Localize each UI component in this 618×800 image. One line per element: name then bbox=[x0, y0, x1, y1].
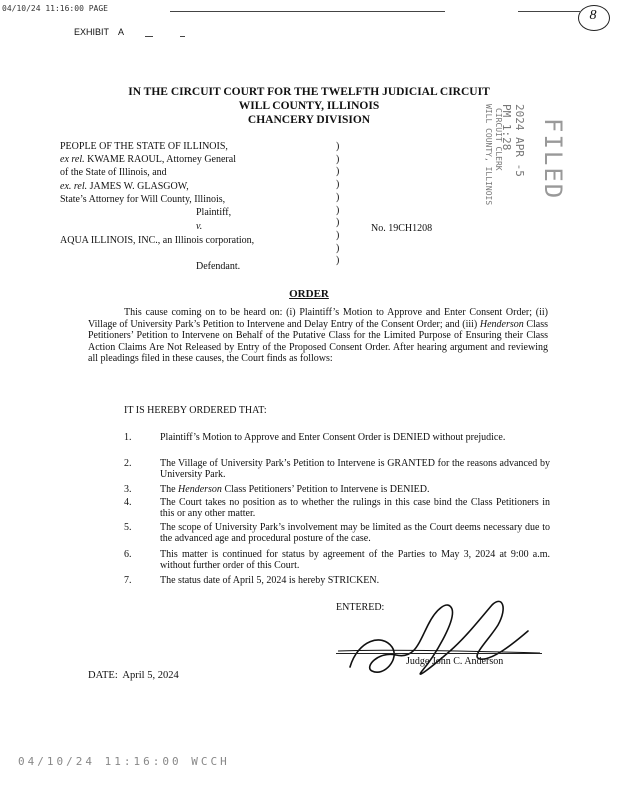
caption-plaintiff-line-3: of the State of Illinois, and bbox=[60, 167, 167, 178]
order-item-number: 3. bbox=[124, 484, 132, 495]
order-item-number: 4. bbox=[124, 497, 132, 508]
order-item-number: 5. bbox=[124, 522, 132, 533]
judge-name: Judge John C. Anderson bbox=[406, 656, 504, 667]
order-item-text: The status date of April 5, 2024 is hereby STRICKEN. bbox=[160, 575, 380, 586]
exhibit-letter: A bbox=[118, 27, 125, 37]
signature-line bbox=[336, 653, 542, 654]
order-item-text: The Henderson Class Petitioners’ Petition to Intervene is DENIED. bbox=[160, 484, 430, 495]
order-item-number: 7. bbox=[124, 575, 132, 586]
order-item-number: 6. bbox=[124, 549, 132, 560]
order-item-text: Plaintiff’s Motion to Approve and Enter Consent Order is DENIED without prejudice. bbox=[160, 432, 506, 443]
caption-plaintiff-role: Plaintiff, bbox=[196, 207, 232, 218]
fax-header: 04/10/24 11:16:00 PAGE bbox=[2, 4, 108, 13]
court-title-line1: IN THE CIRCUIT COURT FOR THE TWELFTH JUDICIAL CIRCUIT bbox=[128, 86, 490, 98]
order-item-number: 1. bbox=[124, 432, 132, 443]
caption-versus: v. bbox=[196, 221, 203, 232]
order-item-text: The Village of University Park’s Petition to Intervene is GRANTED for the reasons advanced by University Park. bbox=[160, 458, 550, 480]
caption-defendant-role: Defendant. bbox=[196, 261, 241, 272]
exhibit-rule bbox=[145, 36, 153, 37]
filed-stamp-filed: FILED bbox=[539, 118, 567, 201]
fax-footer: 04/10/24 11:16:00 WCCH bbox=[18, 755, 230, 768]
order-heading: ORDER bbox=[289, 288, 329, 300]
caption-plaintiff-line-4: ex. rel. JAMES W. GLASGOW, bbox=[60, 181, 189, 192]
exhibit-label: EXHIBIT bbox=[74, 27, 110, 37]
caption-plaintiff-line-2: ex rel. KWAME RAOUL, Attorney General bbox=[60, 154, 236, 165]
order-item-text: This matter is continued for status by agreement of the Parties to May 3, 2024 at 9:00 a.m. without further order of this Court. bbox=[160, 549, 550, 571]
ordered-heading: IT IS HEREBY ORDERED THAT: bbox=[124, 405, 267, 416]
filed-stamp-county: WILL COUNTY, ILLINOIS bbox=[484, 104, 493, 206]
case-number: No. 19CH1208 bbox=[371, 223, 433, 234]
order-item-text: The Court takes no position as to whether the rulings in this case bind the Class Petitioners in this or any other matter. bbox=[160, 497, 550, 519]
intro-paragraph: This cause coming on to be heard on: (i) Plaintiff’s Motion to Approve and Enter Consent Order; (ii) Village of University Park’s Petition to Intervene and Delay Entry of the Consent Order; and (iii) Henderson Class Petitioners’ Petition to Intervene on Behalf of the Putative Class for the Limited Purpose of Ensuring their Class Action Claims Are Not Released by Entry of the Proposed Consent Order. After hearing argument and reviewing all pleadings filed in these causes, the Court finds as follows: bbox=[88, 307, 548, 365]
filed-stamp-date: 2024 APR -5 PM 1:28 bbox=[500, 104, 526, 177]
order-item-number: 2. bbox=[124, 458, 132, 469]
judge-signature bbox=[330, 585, 560, 685]
page-number: 8 bbox=[589, 8, 597, 23]
court-title-line2: WILL COUNTY, ILLINOIS bbox=[238, 100, 380, 112]
court-title-line3: CHANCERY DIVISION bbox=[247, 114, 371, 126]
caption-plaintiff-line-5: State’s Attorney for Will County, Illinois, bbox=[60, 194, 226, 205]
caption-plaintiff-line-1: PEOPLE OF THE STATE OF ILLINOIS, bbox=[60, 141, 228, 152]
exhibit-rule-2 bbox=[180, 36, 185, 37]
order-date: DATE: April 5, 2024 bbox=[88, 670, 179, 681]
order-item-text: The scope of University Park’s involvement may be limited as the Court deems necessary due to the advanced age and procedural posture of the case. bbox=[160, 522, 550, 544]
fax-header-rule-right bbox=[518, 11, 580, 12]
entered-label: ENTERED: bbox=[336, 602, 385, 613]
caption-parentheses: ) ) ) ) ) ) ) ) ) ) bbox=[336, 141, 340, 267]
fax-header-rule bbox=[170, 11, 445, 12]
caption-defendant-name: AQUA ILLINOIS, INC., an Illinois corporation, bbox=[60, 235, 255, 246]
filed-stamp-clerk: CIRCUIT CLERK bbox=[494, 108, 503, 171]
